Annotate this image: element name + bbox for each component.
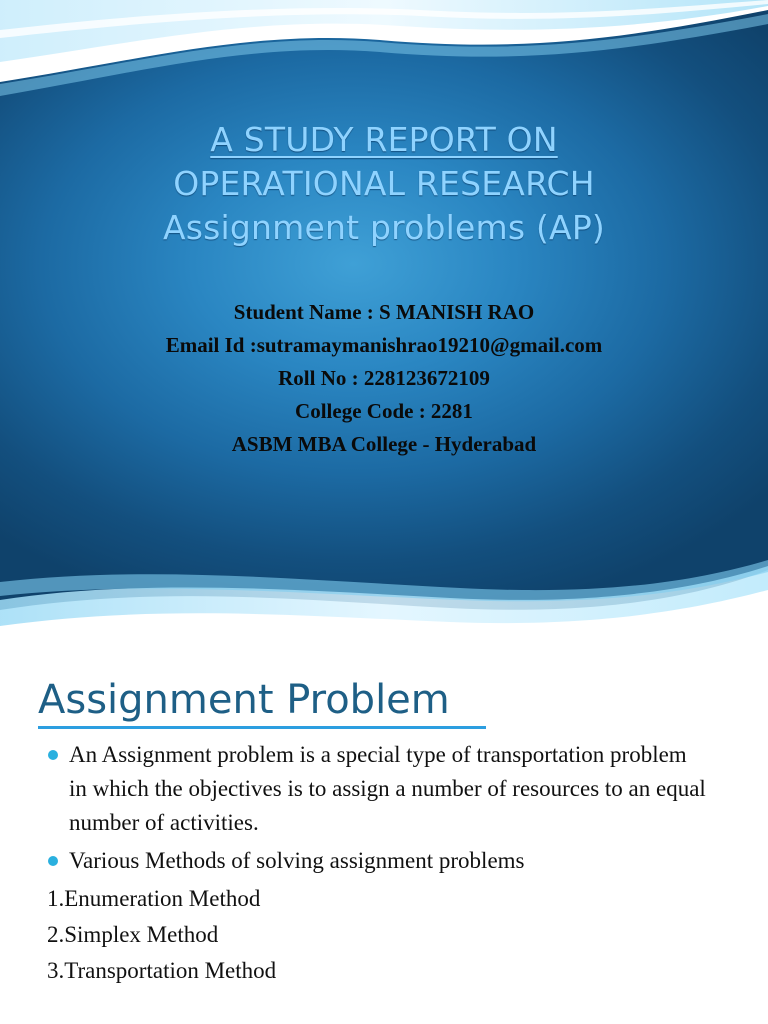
student-info xyxy=(0,296,768,461)
numbered-item: 3.Transportation Method xyxy=(47,958,277,983)
bullet-item xyxy=(0,738,768,840)
college-name: ASBM MBA College - Hyderabad xyxy=(231,432,537,456)
title-line-2: OPERATIONAL RESEARCH xyxy=(173,164,595,203)
email-id: Email Id :sutramaymanishrao19210@gmail.com xyxy=(165,333,603,357)
numbered-item: 2.Simplex Method xyxy=(47,922,219,947)
numbered-item: 1.Enumeration Method xyxy=(47,886,261,911)
heading-underline xyxy=(38,726,486,729)
college-code: College Code : 2281 xyxy=(295,399,473,423)
bullet-item xyxy=(0,844,768,878)
student-name: Student Name : S MANISH RAO xyxy=(233,300,535,324)
bullet-text: Various Methods of solving assignment problems xyxy=(69,848,525,873)
bullet-dot-icon xyxy=(48,856,58,866)
title-line-1: A STUDY REPORT ON xyxy=(210,120,558,159)
title-line-3: Assignment problems (AP) xyxy=(162,208,606,247)
slide-title xyxy=(0,118,768,250)
content-slide xyxy=(0,660,768,1024)
bullet-dot-icon xyxy=(48,750,58,760)
roll-no: Roll No : 228123672109 xyxy=(278,366,490,390)
bullet-list xyxy=(0,738,768,988)
bullet-text: An Assignment problem is a special type of transportation problem in which the objectives is to assign a number of resources to an equal number of activities. xyxy=(69,742,706,835)
slide-heading: Assignment Problem xyxy=(38,677,450,723)
